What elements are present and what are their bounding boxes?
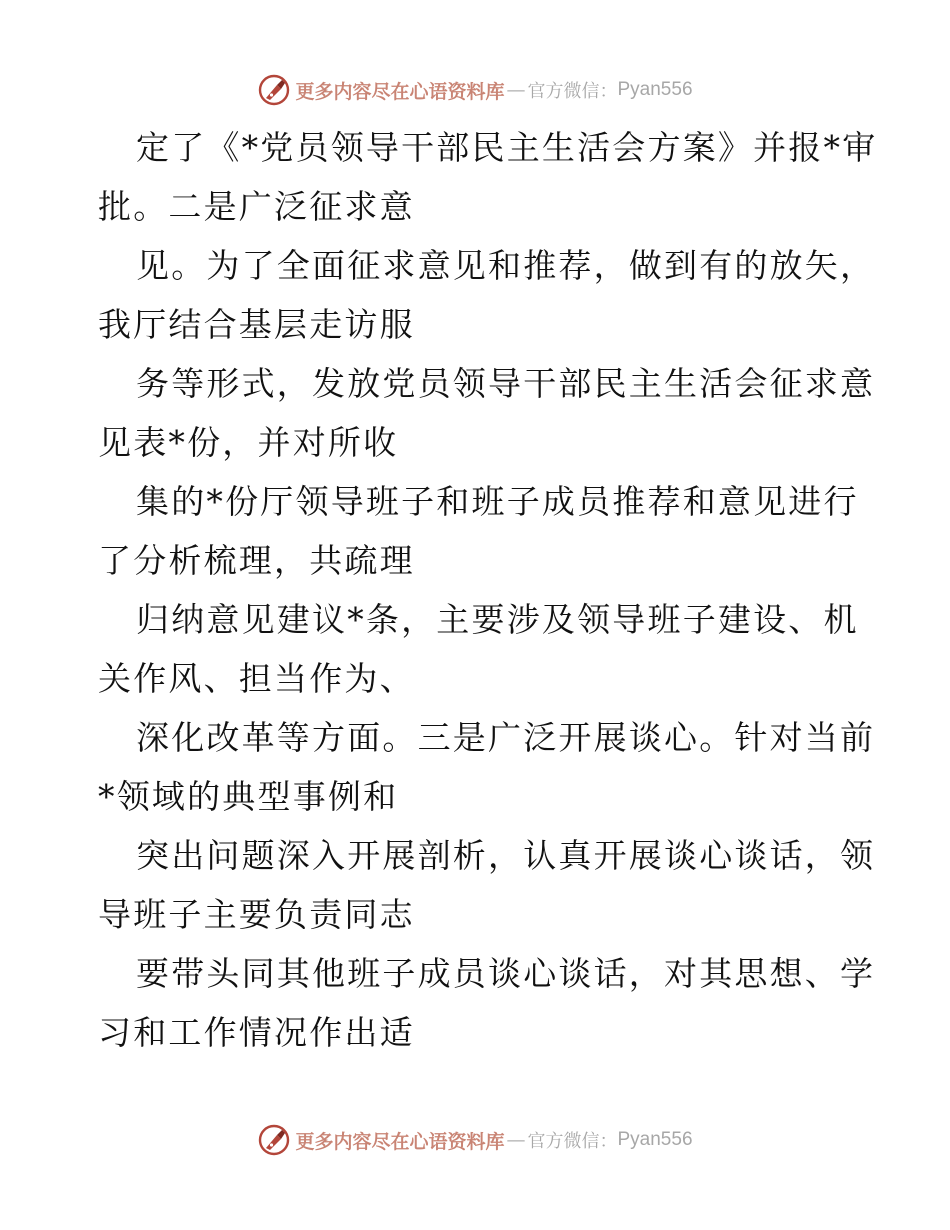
body-line-2: 批。二是广泛征求意	[98, 187, 415, 226]
header-brand-text: 更多内容尽在心语资料库	[295, 80, 505, 103]
body-line-11: 深化改革等方面。三是广泛开展谈心。针对当前	[136, 718, 876, 757]
header-wechat-id: Pyan556	[617, 79, 693, 100]
footer-wechat-label: 官方微信：	[527, 1131, 618, 1152]
pen-nib-circle-icon	[257, 1123, 291, 1157]
header-banner	[0, 70, 950, 110]
body-line-15: 要带头同其他班子成员谈心谈话，对其思想、学	[136, 954, 876, 993]
footer-wechat-id: Pyan556	[617, 1129, 693, 1150]
footer-dash: —	[506, 1129, 526, 1151]
body-line-3: 见。为了全面征求意见和推荐，做到有的放矢，	[136, 246, 876, 285]
pen-nib-circle-icon	[257, 73, 291, 107]
footer-banner	[0, 1120, 950, 1160]
body-line-16: 习和工作情况作出适	[98, 1013, 415, 1052]
body-line-13: 突出问题深入开展剖析，认真开展谈心谈话，领	[136, 836, 876, 875]
body-line-12: *领域的典型事例和	[98, 777, 399, 816]
body-line-6: 见表*份，并对所收	[98, 423, 399, 462]
body-line-7: 集的*份厅领导班子和班子成员推荐和意见进行	[136, 482, 859, 521]
body-line-5: 务等形式，发放党员领导干部民主生活会征求意	[136, 364, 876, 403]
body-line-4: 我厅结合基层走访服	[98, 305, 415, 344]
header-dash: —	[506, 79, 526, 101]
document-body	[98, 118, 878, 1062]
body-line-1: 定了《*党员领导干部民主生活会方案》并报*审	[136, 128, 878, 167]
footer-brand-text: 更多内容尽在心语资料库	[295, 1130, 505, 1153]
body-line-8: 了分析梳理，共疏理	[98, 541, 415, 580]
body-line-10: 关作风、担当作为、	[98, 659, 415, 698]
body-line-14: 导班子主要负责同志	[98, 895, 415, 934]
header-wechat-label: 官方微信：	[527, 81, 618, 102]
body-line-9: 归纳意见建议*条，主要涉及领导班子建设、机	[136, 600, 859, 639]
